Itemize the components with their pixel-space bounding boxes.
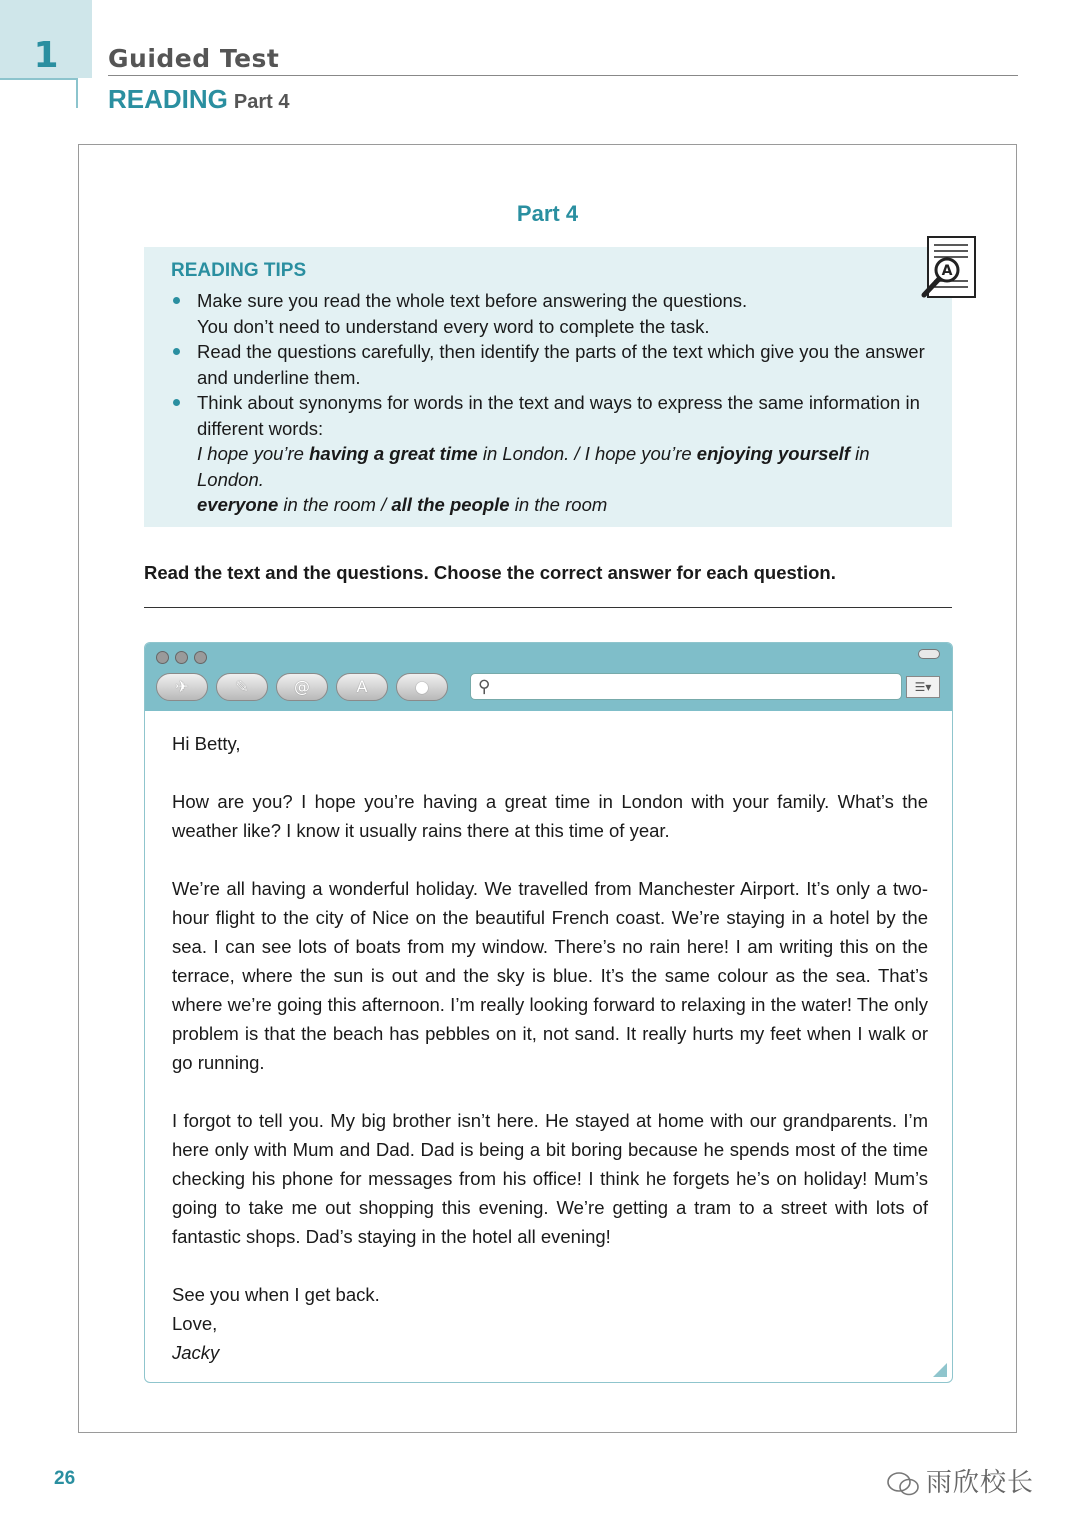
unit-divider (0, 78, 78, 80)
email-body (172, 729, 928, 1367)
email-paragraph: How are you? I hope you’re having a great time in London with your family. What’s the weather like? I know it usually rains there at this time of year. (172, 791, 928, 841)
toolbar-toggle-button[interactable] (918, 649, 940, 659)
tip-item (171, 288, 931, 339)
email-closing: See you when I get back. (172, 1284, 380, 1305)
font-icon[interactable]: A (336, 673, 388, 701)
email-paragraph: We’re all having a wonderful holiday. We travelled from Manchester Airport. It’s only a two-hour flight to the city of Nice on the beautiful French coast. We’re staying in a hotel by the sea. I can see lots of boats from my window. There’s no rain here! I am writing this on the terrace, where the sun is out and the sky is blue. It’s the same colour as the sea. That’s where we’re going this afternoon. I’m really looking forward to relaxing in the water! The only problem is that the beach has pebbles on it, not sand. It really hurts my feet when I walk or go running. (172, 878, 928, 1073)
zoom-window-button[interactable] (194, 651, 207, 664)
example-highlight: everyone (197, 494, 279, 515)
close-window-button[interactable] (156, 651, 169, 664)
watermark (886, 1462, 1034, 1499)
search-input[interactable] (470, 673, 902, 700)
instruction: Read the text and the questions. Choose the correct answer for each question. (144, 562, 836, 583)
email-window (144, 642, 953, 1383)
tips-title: READING TIPS (171, 260, 307, 281)
instruction-rule (144, 607, 952, 608)
minimize-window-button[interactable] (175, 651, 188, 664)
search-icon: ⚲ (478, 677, 491, 697)
example-text: in the room (509, 494, 608, 515)
part-title: Part 4 (516, 201, 579, 226)
tip-example-2 (197, 492, 931, 518)
tip-text: Make sure you read the whole text before answering the questions. (197, 290, 748, 311)
tips-list (171, 288, 931, 518)
unit-number: 1 (33, 35, 59, 76)
example-highlight: enjoying yourself (696, 443, 850, 464)
at-icon[interactable]: @ (276, 673, 328, 701)
example-highlight: all the people (391, 494, 510, 515)
page-number: 26 (54, 1468, 76, 1489)
section-part: Part 4 (233, 91, 290, 113)
example-text: I hope you’re (197, 443, 310, 464)
example-text: in London. (197, 443, 870, 490)
chat-bubble-icon (886, 1471, 920, 1497)
resize-handle-icon[interactable] (933, 1363, 947, 1377)
section-heading (108, 84, 290, 115)
bullet-icon (173, 399, 180, 406)
example-text: in the room / (278, 494, 392, 515)
section-name: READING (108, 84, 228, 114)
attach-icon[interactable]: ✎ (216, 673, 268, 701)
toolbar-buttons (156, 673, 456, 701)
tip-item (171, 390, 931, 518)
header-rule (108, 75, 1018, 76)
watermark-text: 雨欣校长 (926, 1467, 1035, 1497)
emoji-icon[interactable]: ● (396, 673, 448, 701)
tip-text: Think about synonyms for words in the text and ways to express the same information in different words: (197, 392, 920, 439)
email-paragraph: I forgot to tell you. My big brother isn’t here. He stayed at home with our grandparents. I’m here only with Mum and Dad. Dad is being a bit boring because he spends most of the time checking his phone for messages from his office! I think he forgets he’s on holiday! Mum’s going to take me out shopping this evening. We’re getting a tram to a street with lots of fantastic shops. Dad’s staying in the hotel all evening! (172, 1110, 928, 1247)
unit-divider-vertical (76, 78, 78, 108)
reading-tips-box (144, 247, 952, 527)
email-toolbar (145, 643, 952, 711)
list-menu-button[interactable]: ☰▾ (906, 676, 940, 698)
email-closing: Love, (172, 1313, 218, 1334)
tip-text: You don’t need to understand every word to complete the task. (197, 315, 710, 337)
bullet-icon (173, 348, 180, 355)
example-highlight: having a great time (309, 443, 478, 464)
window-controls (156, 651, 213, 669)
svg-text:A: A (941, 263, 953, 279)
example-text: in London. / I hope you’re (477, 443, 697, 464)
email-signature: Jacky (172, 1342, 220, 1363)
tip-item (171, 339, 931, 390)
guided-test-title: Guided Test (108, 44, 280, 73)
tip-text: Read the questions carefully, then identify the parts of the text which give you the answer and underline them. (197, 341, 925, 388)
tip-example-1 (197, 441, 931, 492)
email-greeting: Hi Betty, (172, 733, 241, 754)
send-icon[interactable]: ✈ (156, 673, 208, 701)
bullet-icon (173, 297, 180, 304)
magnifier-document-icon (920, 235, 978, 301)
